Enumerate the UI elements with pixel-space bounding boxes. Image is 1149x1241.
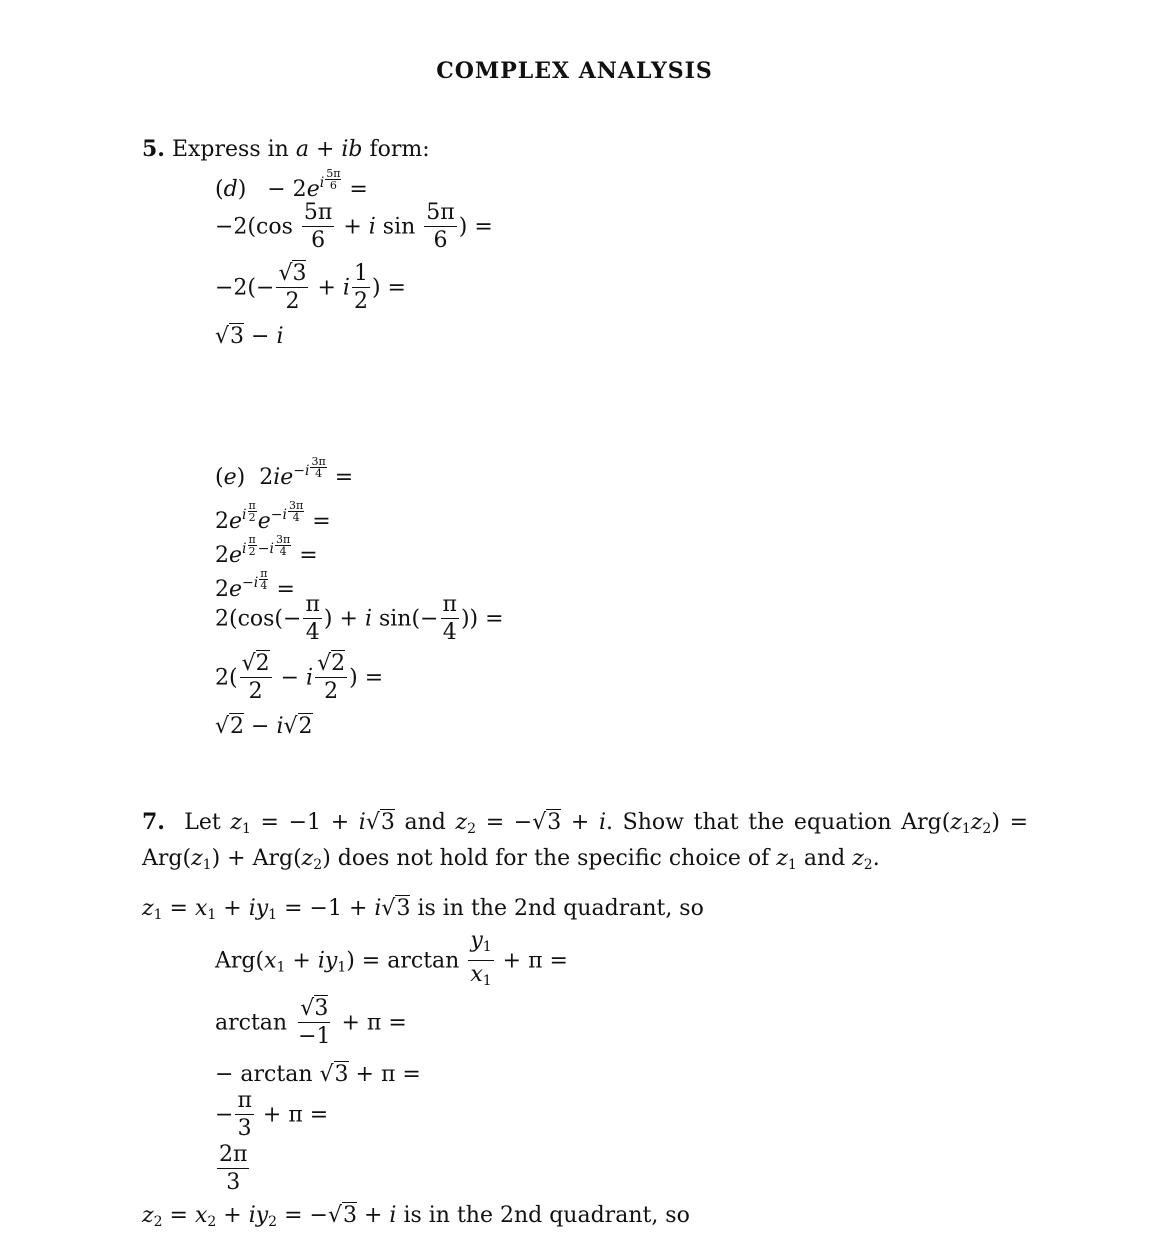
z1-line-2: arctan $\frac{√3}{-1}$ + π = [215,996,407,1049]
part-d-line-1: $(d) - 2e^{i \frac{5\pi}{6}}$ = [215,167,368,202]
part-e-line-3: $2e^{i \frac{\pi}{2} -i \frac{3\pi}{4}}$ = [215,533,318,568]
part-e-line-4: $2e^{-i \frac{\pi}{4}}$ = [215,567,295,602]
part-e-line-1: (e) $2ie^{-i \frac{3\pi}{4}}$ = [215,455,354,490]
page-title: COMPLEX ANALYSIS [436,58,713,84]
problem-7-statement: 7. Let $z_1 = -1 + i√3$ and $z_2 = -√3 + i$. Show that the equation $Arg(z_1z_2) = Arg(z_1) + Arg(z_2)$ does not hold for the specific choice of $z_1$ and $z_2$. [142,809,1029,873]
z2-intro: $z_2 = x_2 + iy_2 = -√3 + i$ is in the 2nd quadrant, so [142,1203,690,1230]
z1-line-3: − arctan √3 + π = [215,1062,421,1087]
part-d-result: √3 − i [215,324,284,349]
problem-5-heading [142,136,430,162]
problem-5-number: 5. [142,136,165,162]
z1-line-1: $Arg(x_1 + iy_1) = \arctan$ $\frac{y_1}{x_1}$ + π = [215,928,568,989]
part-e-result: √2 − i√2 [215,714,313,739]
part-e-line-6: 2( $\frac{√2}{2}$ − i $\frac{√2}{2}$ ) = [215,651,384,704]
part-e-line-2: $2e^{i \frac{\pi}{2}}$ $e^{-i \frac{3\pi}{4}}$ = [215,499,331,534]
z1-intro: $z_1 = x_1 + iy_1 = -1 + i√3$ is in the 2nd quadrant, so [142,896,704,923]
z1-result: $\frac{2\pi}{3}$ [219,1142,248,1195]
problem-7-number: 7. [142,809,165,835]
part-e-line-5: 2(cos(− $\frac{\pi}{4}$ ) + i sin(− $\frac{\pi}{4}$ )) = [215,592,504,645]
z1-line-4: − $\frac{\pi}{3}$ + π = [215,1088,329,1141]
problem-5-prompt: Express in a + ib form: [171,137,430,162]
part-d-line-3: −2(− $\frac{√3}{2}$ + i $\frac{1}{2}$ ) = [215,261,406,314]
part-d-line-2: −2(cos $\frac{5\pi}{6}$ + i sin $\frac{5\pi}{6}$ ) = [215,200,493,253]
